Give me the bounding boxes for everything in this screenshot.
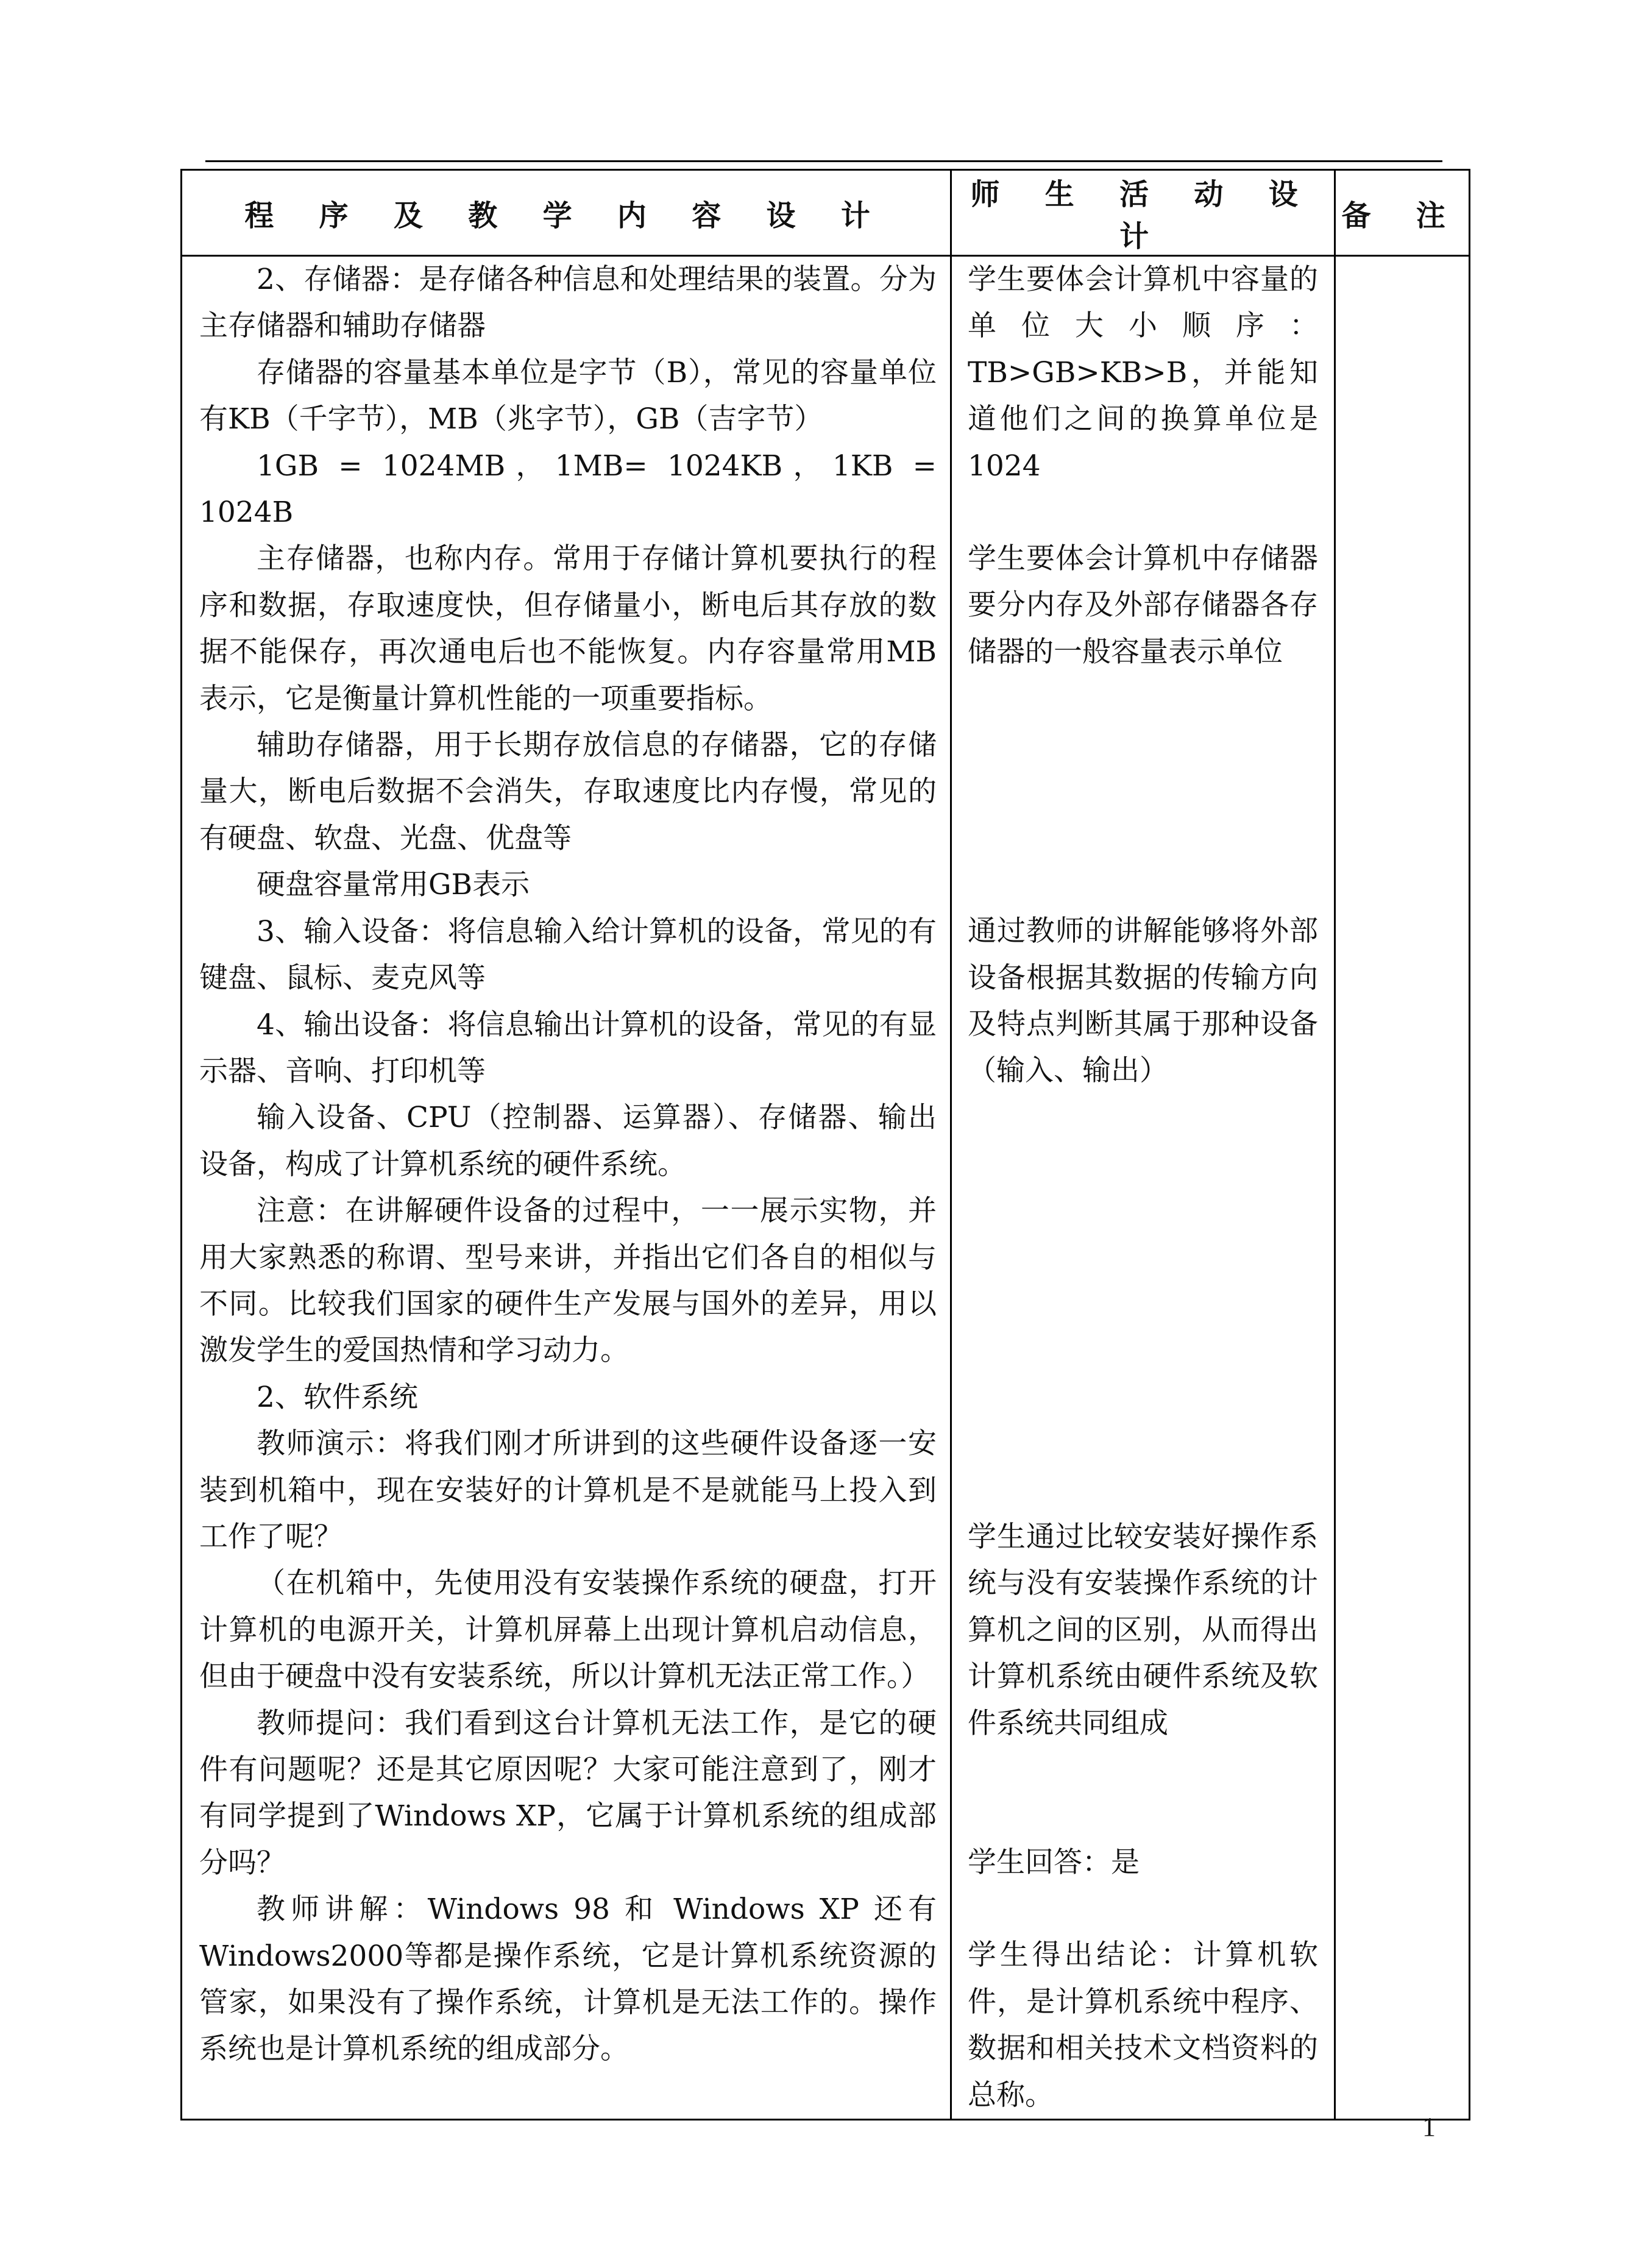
activity-note: 通过教师的讲解能够将外部设备根据其数据的传输方向及特点判断其属于那种设备（输入、输出） [968, 914, 1318, 1088]
activity-spacer [968, 489, 1318, 536]
content-design-cell [182, 256, 951, 2120]
content-paragraph: 4、输出设备：将信息输出计算机的设备，常见的有显示器、音响、打印机等 [199, 1008, 937, 1088]
content-paragraph: 硬盘容量常用GB表示 [257, 868, 530, 902]
header-notes: 备 注 [1335, 170, 1470, 256]
notes-cell [1335, 256, 1470, 2120]
content-paragraph: （在机箱中，先使用没有安装操作系统的硬盘，打开计算机的电源开关，计算机屏幕上出现计算机启动信息，但由于硬盘中没有安装系统，所以计算机无法正常工作。） [199, 1566, 937, 1694]
activity-note: 学生要体会计算机中存储器要分内存及外部存储器各存储器的一般容量表示单位 [968, 542, 1318, 669]
header-rule [205, 160, 1442, 162]
content-paragraph: 输入设备、CPU（控制器、运算器）、存储器、输出设备，构成了计算机系统的硬件系统。 [199, 1101, 937, 1181]
lesson-plan-table [180, 169, 1470, 2120]
activity-spacer [968, 675, 1318, 908]
content-paragraph: 2、存储器：是存储各种信息和处理结果的装置。分为主存储器和辅助存储器 [199, 263, 937, 343]
content-paragraph: 教师提问：我们看到这台计算机无法工作，是它的硬件有问题呢？还是其它原因呢？大家可能注意到了，刚才有同学提到了Windows XP，它属于计算机系统的组成部分吗？ [199, 1706, 937, 1880]
activity-spacer [968, 1095, 1318, 1514]
header-activity-design: 师 生 活 动 设 计 [951, 170, 1335, 256]
table-body-row [182, 256, 1470, 2120]
content-paragraph: 注意：在讲解硬件设备的过程中，一一展示实物，并用大家熟悉的称谓、型号来讲，并指出它们各自的相似与不同。比较我们国家的硬件生产发展与国外的差异，用以激发学生的爱国热情和学习动力。 [199, 1194, 937, 1368]
activity-note: 学生得出结论：计算机软件，是计算机系统中程序、数据和相关技术文档资料的总称。 [968, 1938, 1318, 2112]
page-number: 1 [1422, 2112, 1436, 2142]
activity-spacer [968, 1886, 1318, 1932]
content-paragraph: 存储器的容量基本单位是字节（B），常见的容量单位有KB（千字节），MB（兆字节），GB（吉字节） [199, 355, 937, 436]
activity-design-cell [951, 256, 1335, 2120]
content-paragraph: 主存储器，也称内存。常用于存储计算机要执行的程序和数据，存取速度快，但存储量小，断电后其存放的数据不能保存，再次通电后也不能恢复。内存容量常用MB表示，它是衡量计算机性能的一项重要指标。 [199, 542, 937, 716]
table-header-row [182, 170, 1470, 256]
activity-note: 学生通过比较安装好操作系统与没有安装操作系统的计算机之间的区别，从而得出计算机系统由硬件系统及软件系统共同组成 [968, 1520, 1318, 1740]
header-content-design: 程 序 及 教 学 内 容 设 计 [182, 170, 951, 256]
activity-spacer [968, 1747, 1318, 1840]
content-paragraph: 教师讲解：Windows 98 和 Windows XP 还有Windows2000等都是操作系统，它是计算机系统资源的管家，如果没有了操作系统，计算机是无法工作的。操作系统也是计算机系统的组成部分。 [199, 1893, 937, 2066]
activity-note: 学生回答：是 [968, 1845, 1140, 1879]
content-paragraph: 1GB = 1024MB，1MB= 1024KB，1KB = 1024B [199, 449, 937, 530]
activity-note: 学生要体会计算机中容量的单位大小顺序：TB>GB>KB>B，并能知道他们之间的换算单位是1024 [968, 263, 1318, 483]
content-paragraph: 教师演示：将我们刚才所讲到的这些硬件设备逐一安装到机箱中，现在安装好的计算机是不是就能马上投入到工作了呢？ [199, 1427, 937, 1554]
content-paragraph: 辅助存储器，用于长期存放信息的存储器，它的存储量大，断电后数据不会消失，存取速度比内存慢，常见的有硬盘、软盘、光盘、优盘等 [199, 728, 937, 855]
content-paragraph: 3、输入设备：将信息输入给计算机的设备，常见的有键盘、鼠标、麦克风等 [199, 914, 937, 995]
content-paragraph: 2、软件系统 [257, 1380, 418, 1414]
